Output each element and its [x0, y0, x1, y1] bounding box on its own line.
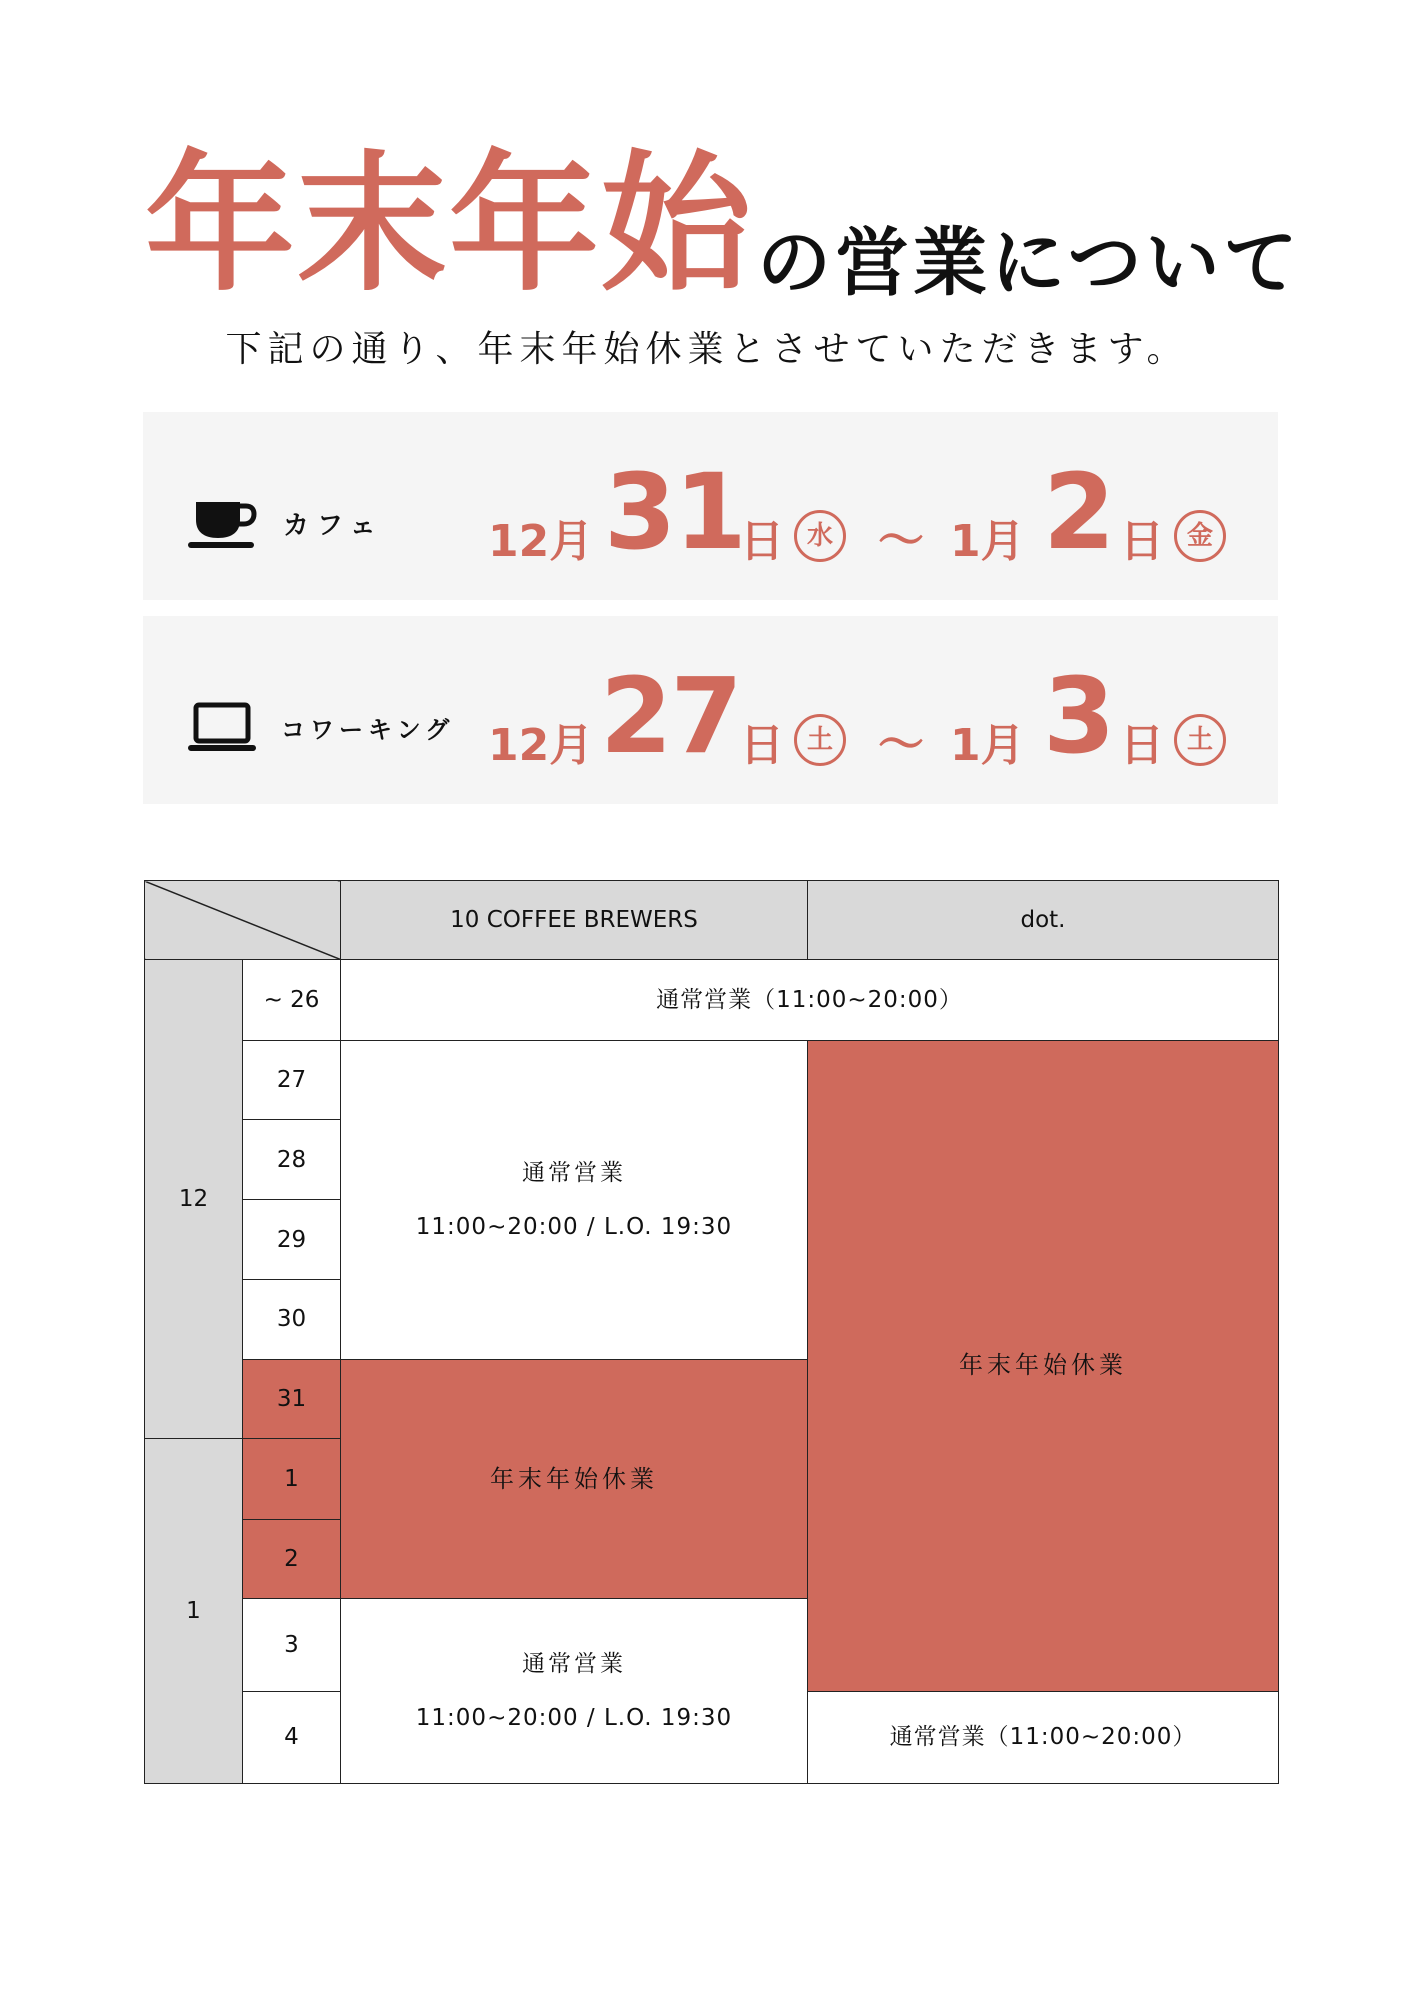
corner-cell	[145, 881, 341, 960]
coworking-start-day-suffix: 日	[740, 720, 784, 771]
table-header-row	[145, 881, 1279, 960]
day-cell: 28	[243, 1120, 341, 1200]
day-cell: 4	[243, 1691, 341, 1784]
dot-closed-cell	[808, 1040, 1279, 1691]
table-row	[145, 960, 1279, 1040]
normal-hours-both	[341, 960, 1279, 1040]
coworking-start-day: 27	[600, 655, 741, 777]
closed-text: 年末年始休業	[490, 1464, 658, 1493]
cafe-start-month: 12月	[488, 516, 594, 567]
normal-hours-lo: 11:00~20:00 / L.O. 19:30	[415, 1213, 733, 1240]
day-cell: 27	[243, 1040, 341, 1119]
schedule-table	[144, 880, 1279, 1784]
table-row	[145, 1040, 1279, 1119]
title-main: 年末年始	[145, 138, 754, 312]
title-sub: の営業について	[757, 220, 1302, 306]
cafe-end-weekday: 金	[1174, 510, 1226, 562]
coworking-label: コワーキング	[281, 716, 455, 744]
coworking-tilde: ～	[878, 717, 924, 771]
normal-hours-text: 通常営業（11:00~20:00）	[889, 1724, 1197, 1751]
cafe-end-month: 1月	[950, 516, 1025, 567]
col-header-coffee: 10 COFFEE BREWERS	[341, 881, 808, 960]
cafe-tilde: ～	[878, 513, 924, 567]
cafe-label: カフェ	[283, 511, 384, 541]
coworking-end-month: 1月	[950, 720, 1025, 771]
coworking-end-day: 3	[1043, 655, 1114, 777]
normal-label: 通常営業	[522, 1651, 626, 1678]
coffee-closed-cell	[341, 1360, 808, 1599]
closed-text: 年末年始休業	[959, 1351, 1127, 1380]
coworking-start-month: 12月	[488, 720, 594, 771]
coworking-band	[143, 616, 1278, 804]
coworking-end-day-suffix: 日	[1120, 720, 1164, 771]
day-cell: 1	[243, 1439, 341, 1519]
coworking-start-weekday: 土	[794, 714, 846, 766]
cafe-band	[143, 412, 1278, 600]
laptop-icon	[188, 702, 258, 758]
cafe-dates	[488, 452, 1278, 572]
day-cell: 29	[243, 1200, 341, 1279]
normal-hours-lo: 11:00~20:00 / L.O. 19:30	[415, 1705, 733, 1732]
cafe-end-day-suffix: 日	[1120, 516, 1164, 567]
coffee-normal-jan	[341, 1599, 808, 1784]
coworking-dates	[488, 656, 1278, 776]
normal-hours-text: 通常営業（11:00~20:00）	[656, 987, 963, 1014]
day-cell: ~ 26	[243, 960, 341, 1040]
cafe-start-day: 31	[604, 451, 745, 573]
normal-label: 通常営業	[522, 1159, 626, 1186]
title	[145, 138, 1302, 312]
col-header-dot: dot.	[808, 881, 1279, 960]
subtitle: 下記の通り、年末年始休業とさせていただきます。	[225, 329, 1189, 370]
coworking-end-weekday: 土	[1174, 714, 1226, 766]
coffee-normal-dec	[341, 1040, 808, 1359]
cafe-end-day: 2	[1043, 451, 1114, 573]
coffee-cup-icon	[188, 498, 258, 554]
day-cell: 2	[243, 1519, 341, 1598]
day-cell: 31	[243, 1360, 341, 1439]
cafe-start-weekday: 水	[794, 510, 846, 562]
day-cell: 30	[243, 1279, 341, 1359]
month-cell-12: 12	[145, 960, 243, 1439]
cafe-start-day-suffix: 日	[740, 516, 784, 567]
month-cell-1: 1	[145, 1439, 243, 1784]
day-cell: 3	[243, 1599, 341, 1691]
dot-normal-jan	[808, 1691, 1279, 1784]
